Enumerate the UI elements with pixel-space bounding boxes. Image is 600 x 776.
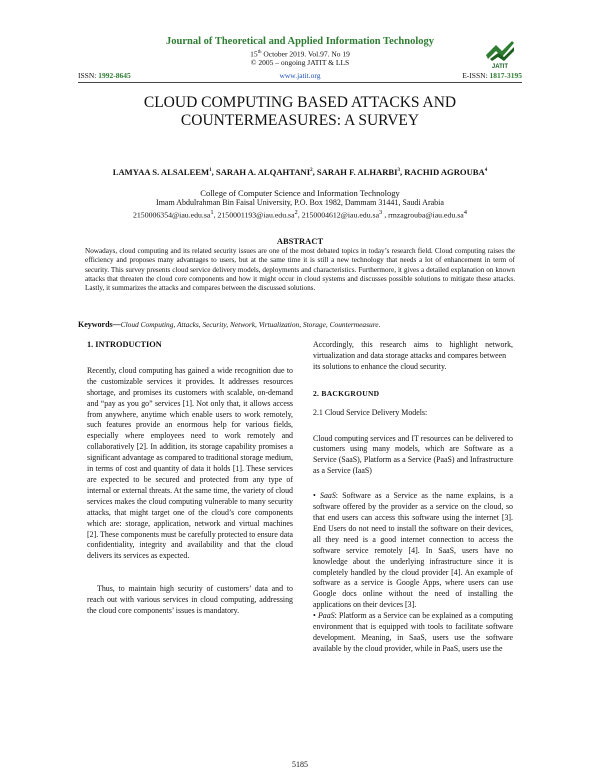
author-3: , SARAH F. ALHARBI	[312, 166, 398, 177]
address: Imam Abdulrahman Bin Faisal University, P.O. Box 1982, Dammam 31441, Saudi Arabia	[156, 198, 444, 207]
issn-label: ISSN:	[78, 71, 97, 80]
issue-day-suffix: th	[257, 50, 262, 55]
logo-text: JATIT	[491, 64, 509, 70]
abstract-text: Nowadays, cloud computing and its related security issues are one of the most debated topics in today’s research field. Cloud computing raises the efficiency and proposes many advantages to users, but at the same time it is still a new technology that needs a lot of enhancement in term of security. This survey presents cloud service delivery models, deployments and characteristics. Furthermore, it gives a detailed explanation on known attacks that threaten the cloud core components and how it might occur in cloud systems and discusses possible solutions to mitigate these attacks. Lastly, it summarizes the attacks and compares between the discussed solutions.	[85, 247, 515, 293]
section-2-1-heading: 2.1 Cloud Service Delivery Models:	[313, 407, 428, 417]
author-1-sup: 1	[209, 168, 212, 173]
section-2-heading: 2. BACKGROUND	[313, 388, 380, 398]
eissn	[462, 71, 522, 80]
author-emails	[78, 208, 522, 221]
email-3-sup: 3	[379, 209, 383, 216]
saas-paragraph	[313, 491, 513, 611]
issn-row	[78, 71, 522, 83]
intro-continuation: Accordingly, this research aims to highlight network, virtualization and data storage attacks and compares between	[313, 340, 513, 360]
abstract-heading: ABSTRACT	[276, 236, 324, 246]
keywords-list: Cloud Computing, Attacks, Security, Network, Virtualization, Storage, Countermeasure.	[120, 320, 381, 329]
intro-continuation-end: its solutions to enhance the cloud security.	[313, 361, 447, 371]
paas-paragraph	[313, 611, 513, 655]
paas-label: PaaS	[317, 611, 335, 621]
issn-value: 1992-8645	[98, 71, 131, 80]
author-3-sup: 3	[397, 168, 400, 173]
affiliation: College of Computer Science and Information Technology	[200, 188, 400, 198]
copyright-notice: © 2005 – ongoing JATIT & LLS	[250, 58, 350, 67]
saas-text: : Software as a Service as the name explains, is a software offered by the provider as a service on the cloud, so that end users can access this software using the internet [3]. End Users do not need to install the software on their devices, all they need is a good internet connection to access the software service remotely [4]. In SaaS, users have no knowledge about the underlying infrastructure since it is completely handled by the cloud provider [4]. An example of software as a service is Google Apps, where users can use Google docs online without the need of installing the applications on their devices [3].	[313, 491, 513, 610]
journal-title: Journal of Theoretical and Applied Information Technology	[166, 36, 434, 47]
email-2-sup: 2	[294, 209, 298, 216]
saas-label: SaaS	[320, 491, 336, 501]
jatit-logo-icon	[482, 35, 518, 71]
email-4-sup: 4	[463, 209, 467, 216]
author-4: , RACHID AGROUBA	[400, 166, 485, 177]
author-4-sup: 4	[484, 168, 488, 173]
section-1-heading: 1. INTRODUCTION	[87, 340, 162, 349]
page-number: 5185	[292, 760, 308, 769]
author-list	[96, 166, 504, 177]
author-2: , SARAH A. ALQAHTANI	[211, 166, 311, 177]
bullet-icon: •	[313, 491, 316, 501]
section-1-paragraph-1: Recently, cloud computing has gained a wide recognition due to the customizable services it provides. It addresses resources shortage, and promises its customers with scalable, on-demand and “pay as you go” services [1]. Not only that, it allows access from anywhere, anytime which enable users to work remotely, such features provide an enormous help for various fields, especially where employees need to work remotely and collaboratively [2]. In addition, its storage capability promises a significant advantage as compared to traditional storage medium, in terms of cost and quantity of data it holds [1]. These services are expected to be secured and protected from any type of internal or external threats. At the same time, the variety of cloud services makes the cloud computing vulnerable to many security attacks, that might target one of the cloud’s core components which are: storage, application, network and virtual machines [2]. These components must be carefully protected to ensure data confidentiality, integrity and availability and that the cloud delivers its services as expected.	[87, 365, 293, 561]
keywords	[78, 320, 528, 329]
paas-text: : Platform as a Service can be explained as a computing environment that is equipped with tools to facilitate software development. Meaning, in SaaS, users use the software available by the cloud provider, while in PaaS, users use the	[313, 611, 513, 653]
issue-day: 15	[250, 49, 258, 59]
paper-title	[78, 94, 522, 130]
title-line-2: COUNTERMEASURES: A SURVEY	[180, 112, 420, 129]
section-2-paragraph-1: Cloud computing services and IT resources can be delivered to customers using many models, which are Software as a Service (SaaS), Platform as a Service (PaaS) and Infrastructure as a Service (IaaS)	[313, 433, 513, 476]
eissn-value: 1817-3195	[489, 71, 522, 80]
right-column	[313, 340, 513, 655]
author-2-sup: 2	[310, 168, 313, 173]
email-3[interactable]: , 2150004612@iau.edu.sa	[297, 210, 380, 220]
left-column	[87, 340, 293, 617]
keywords-label: Keywords—	[78, 320, 121, 329]
title-line-1: CLOUD COMPUTING BASED ATTACKS AND	[143, 94, 457, 111]
bullet-icon: •	[313, 611, 316, 621]
author-1: LAMYAA S. ALSALEEM	[112, 166, 210, 177]
email-1[interactable]: 2150006354@iau.edu.sa	[133, 210, 211, 220]
email-1-sup: 1	[210, 209, 214, 216]
journal-url-link[interactable]: www.jatit.org	[279, 71, 321, 80]
section-1-paragraph-2: Thus, to maintain high security of customers’ data and to reach out with various services in cloud computing, addressing the cloud core components’ issues is mandatory.	[87, 584, 293, 616]
eissn-label: E-ISSN:	[462, 71, 488, 80]
email-2[interactable]: , 2150001193@iau.edu.sa	[213, 210, 295, 220]
email-4[interactable]: , rmzagrouba@iau.edu.sa	[382, 210, 464, 220]
issue-rest: October 2019. Vol.97. No 19	[263, 49, 350, 59]
